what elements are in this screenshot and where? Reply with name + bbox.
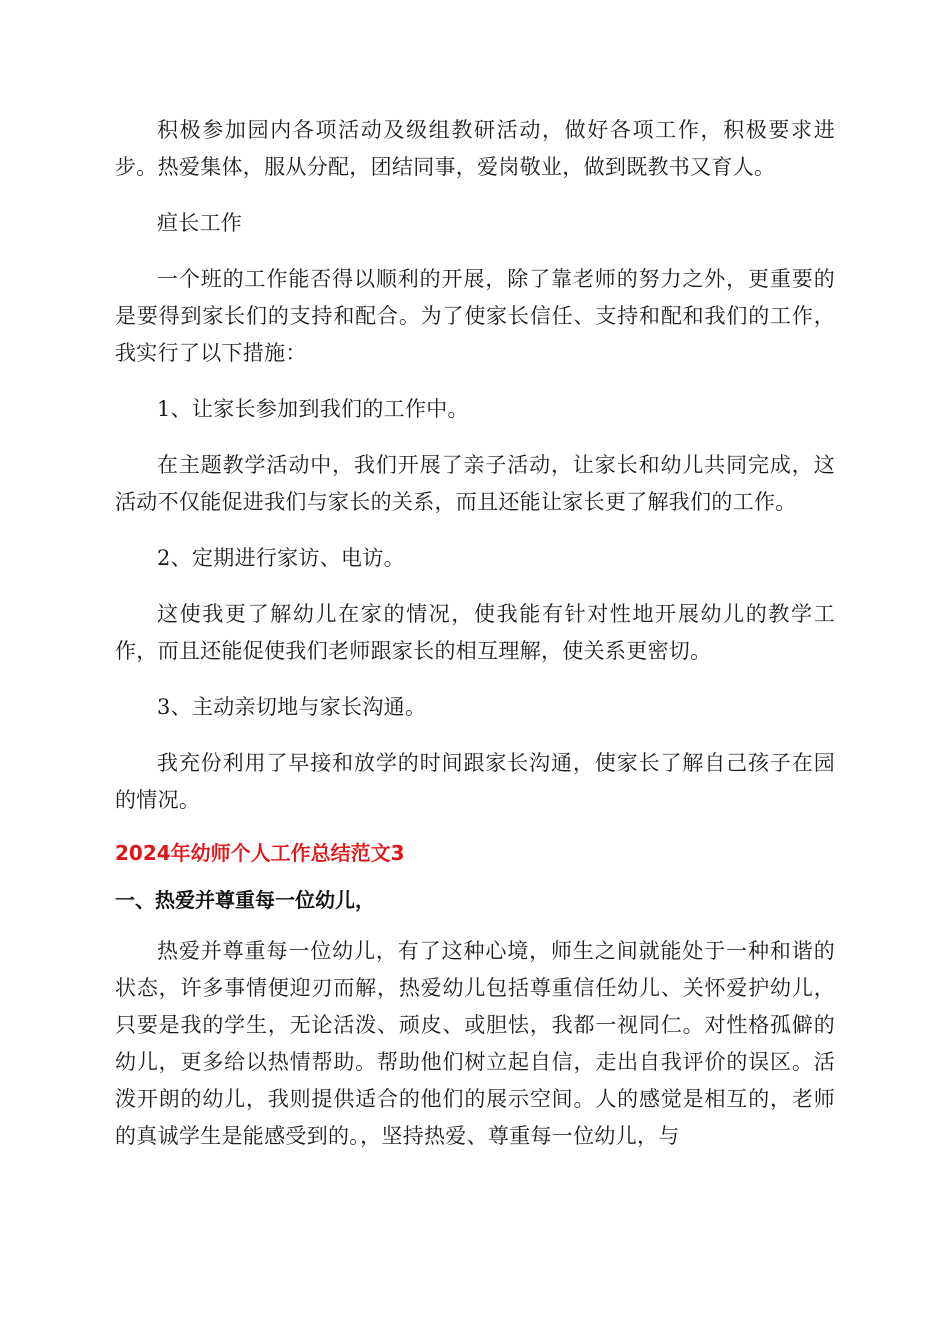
paragraph-home-visits: 这使我更了解幼儿在家的情况，使我能有针对性地开展幼儿的教学工作，而且还能促使我们老师跟家长的相互理解，使关系更密切。 [115,602,835,663]
paragraph-parent-work-title: 疸长工作 [157,211,243,235]
list-item-3: 3、主动亲切地与家长沟通。 [157,695,427,719]
paragraph-parent-child-activity: 在主题教学活动中，我们开展了亲子活动，让家长和幼儿共同完成，这活动不仅能促进我们与家长的关系，而且还能让家长更了解我们的工作。 [115,453,835,514]
paragraph-parent-support: 一个班的工作能否得以顺利的开展，除了靠老师的努力之外，更重要的是要得到家长们的支持和配合。为了使家长信任、支持和配和我们的工作，我实行了以下措施： [115,267,835,365]
paragraph-respect-children: 热爱并尊重每一位幼儿，有了这种心境，师生之间就能处于一种和谐的状态，许多事情便迎刃而解，热爱幼儿包括尊重信任幼儿、关怀爱护幼儿，只要是我的学生，无论活泼、顽皮、或胆怯，我都一视同仁。对性格孤僻的幼儿，更多给以热情帮助。帮助他们树立起自信，走出自我评价的误区。活泼开朗的幼儿，我则提供适合的他们的展示空间。人的感觉是相互的，老师的真诚学生是能感受到的。，坚持热爱、尊重每一位幼儿，与 [115,939,835,1148]
list-item-1: 1、让家长参加到我们的工作中。 [157,397,469,421]
subheading: 一、热爱并尊重每一位幼儿， [115,888,375,912]
paragraph-participation: 积极参加园内各项活动及级组教研活动，做好各项工作，积极要求进步。热爱集体，服从分配，团结同事，爱岗敬业，做到既教书又育人。 [115,118,835,179]
paragraph-communication: 我充份利用了早接和放学的时间跟家长沟通，使家长了解自己孩子在园的情况。 [115,751,835,812]
document-body [115,112,835,1174]
section-title: 2024年幼师个人工作总结范文3 [115,841,405,865]
list-item-2: 2、定期进行家访、电访。 [157,546,405,570]
